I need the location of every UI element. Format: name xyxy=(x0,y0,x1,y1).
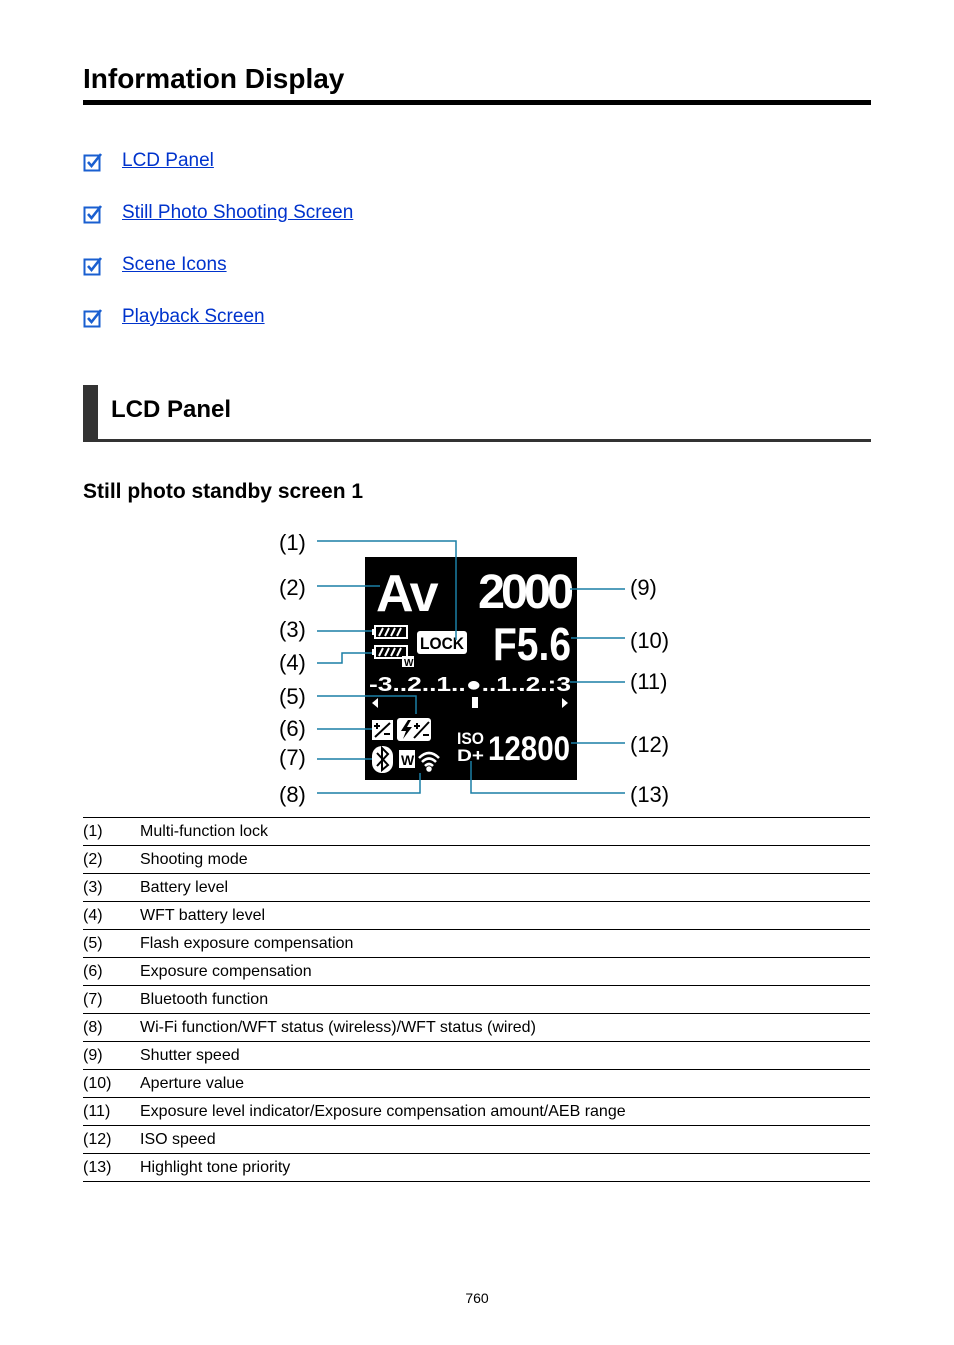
legend-description: Bluetooth function xyxy=(140,986,870,1014)
table-of-contents xyxy=(83,148,353,356)
legend-table xyxy=(83,817,870,1182)
legend-number: (6) xyxy=(83,958,140,986)
table-row xyxy=(83,1126,870,1154)
callout-12: (12) xyxy=(630,732,670,757)
legend-description: Battery level xyxy=(140,874,870,902)
checkmark-icon xyxy=(83,204,103,224)
scale-marker xyxy=(472,697,478,708)
table-row xyxy=(83,818,870,846)
table-row xyxy=(83,930,870,958)
section-title: LCD Panel xyxy=(111,396,232,423)
callout-9: (9) xyxy=(630,575,657,600)
callout-7: (7) xyxy=(279,745,306,770)
section-header xyxy=(83,385,871,442)
table-row xyxy=(83,958,870,986)
page-number: 760 xyxy=(465,1290,489,1306)
legend-number: (13) xyxy=(83,1154,140,1182)
exposure-scale: -3..2..1..●..1..2.:3 xyxy=(369,674,571,696)
checkmark-icon xyxy=(83,256,103,276)
table-row xyxy=(83,986,870,1014)
legend-number: (2) xyxy=(83,846,140,874)
legend-description: Shooting mode xyxy=(140,846,870,874)
legend-number: (12) xyxy=(83,1126,140,1154)
callout-4: (4) xyxy=(279,650,306,675)
toc-link-playback-screen[interactable]: Playback Screen xyxy=(122,306,265,327)
section-bar xyxy=(83,385,98,442)
table-row xyxy=(83,846,870,874)
lock-label: LOCK xyxy=(420,634,465,653)
callout-10: (10) xyxy=(630,628,670,653)
toc-item-playback-screen xyxy=(83,304,353,356)
wft-battery-badge: W xyxy=(404,658,414,669)
legend-description: WFT battery level xyxy=(140,902,870,930)
highlight-tone-label: D+ xyxy=(457,746,485,765)
legend-description: ISO speed xyxy=(140,1126,870,1154)
legend-number: (1) xyxy=(83,818,140,846)
legend-number: (7) xyxy=(83,986,140,1014)
legend-description: Exposure compensation xyxy=(140,958,870,986)
iso-label: ISO xyxy=(457,729,484,748)
subsection-title: Still photo standby screen 1 xyxy=(83,480,364,503)
legend-description: Exposure level indicator/Exposure compensation amount/AEB range xyxy=(140,1098,870,1126)
table-row xyxy=(83,1098,870,1126)
toc-item-lcd-panel xyxy=(83,148,353,200)
legend-number: (5) xyxy=(83,930,140,958)
legend-number: (9) xyxy=(83,1042,140,1070)
table-row xyxy=(83,1042,870,1070)
checkmark-icon xyxy=(83,308,103,328)
iso-value: 12800 xyxy=(488,730,570,768)
wft-status-label: W xyxy=(401,752,415,768)
legend-description: Wi-Fi function/WFT status (wireless)/WFT status (wired) xyxy=(140,1014,870,1042)
callout-3: (3) xyxy=(279,617,306,642)
legend-description: Multi-function lock xyxy=(140,818,870,846)
table-row xyxy=(83,1070,870,1098)
legend-number: (8) xyxy=(83,1014,140,1042)
table-row xyxy=(83,1154,870,1182)
legend-number: (4) xyxy=(83,902,140,930)
callout-5: (5) xyxy=(279,684,306,709)
exposure-compensation-icon xyxy=(372,720,393,740)
lcd-aperture: F5.6 xyxy=(493,618,571,670)
toc-item-still-photo xyxy=(83,200,353,252)
legend-description: Aperture value xyxy=(140,1070,870,1098)
table-row xyxy=(83,1014,870,1042)
checkmark-icon xyxy=(83,152,103,172)
page-title: Information Display xyxy=(83,60,871,105)
callout-8: (8) xyxy=(279,782,306,807)
lcd-shooting-mode: Av xyxy=(376,565,437,623)
table-row xyxy=(83,902,870,930)
callout-6: (6) xyxy=(279,716,306,741)
callout-11: (11) xyxy=(630,669,668,694)
toc-link-still-photo-shooting-screen[interactable]: Still Photo Shooting Screen xyxy=(122,202,354,223)
lcd-shutter-speed: 2000 xyxy=(478,566,573,619)
legend-description: Flash exposure compensation xyxy=(140,930,870,958)
toc-link-scene-icons[interactable]: Scene Icons xyxy=(122,254,227,275)
toc-item-scene-icons xyxy=(83,252,353,304)
bluetooth-icon xyxy=(372,746,393,773)
callout-13: (13) xyxy=(630,782,670,807)
lcd-panel-diagram xyxy=(0,528,954,813)
legend-number: (10) xyxy=(83,1070,140,1098)
toc-link-lcd-panel[interactable]: LCD Panel xyxy=(122,150,214,171)
legend-number: (3) xyxy=(83,874,140,902)
table-row xyxy=(83,874,870,902)
legend-description: Shutter speed xyxy=(140,1042,870,1070)
callout-1: (1) xyxy=(279,530,306,555)
legend-description: Highlight tone priority xyxy=(140,1154,870,1182)
flash-exposure-compensation-icon xyxy=(397,718,431,741)
callout-2: (2) xyxy=(279,575,306,600)
legend-number: (11) xyxy=(83,1098,140,1126)
